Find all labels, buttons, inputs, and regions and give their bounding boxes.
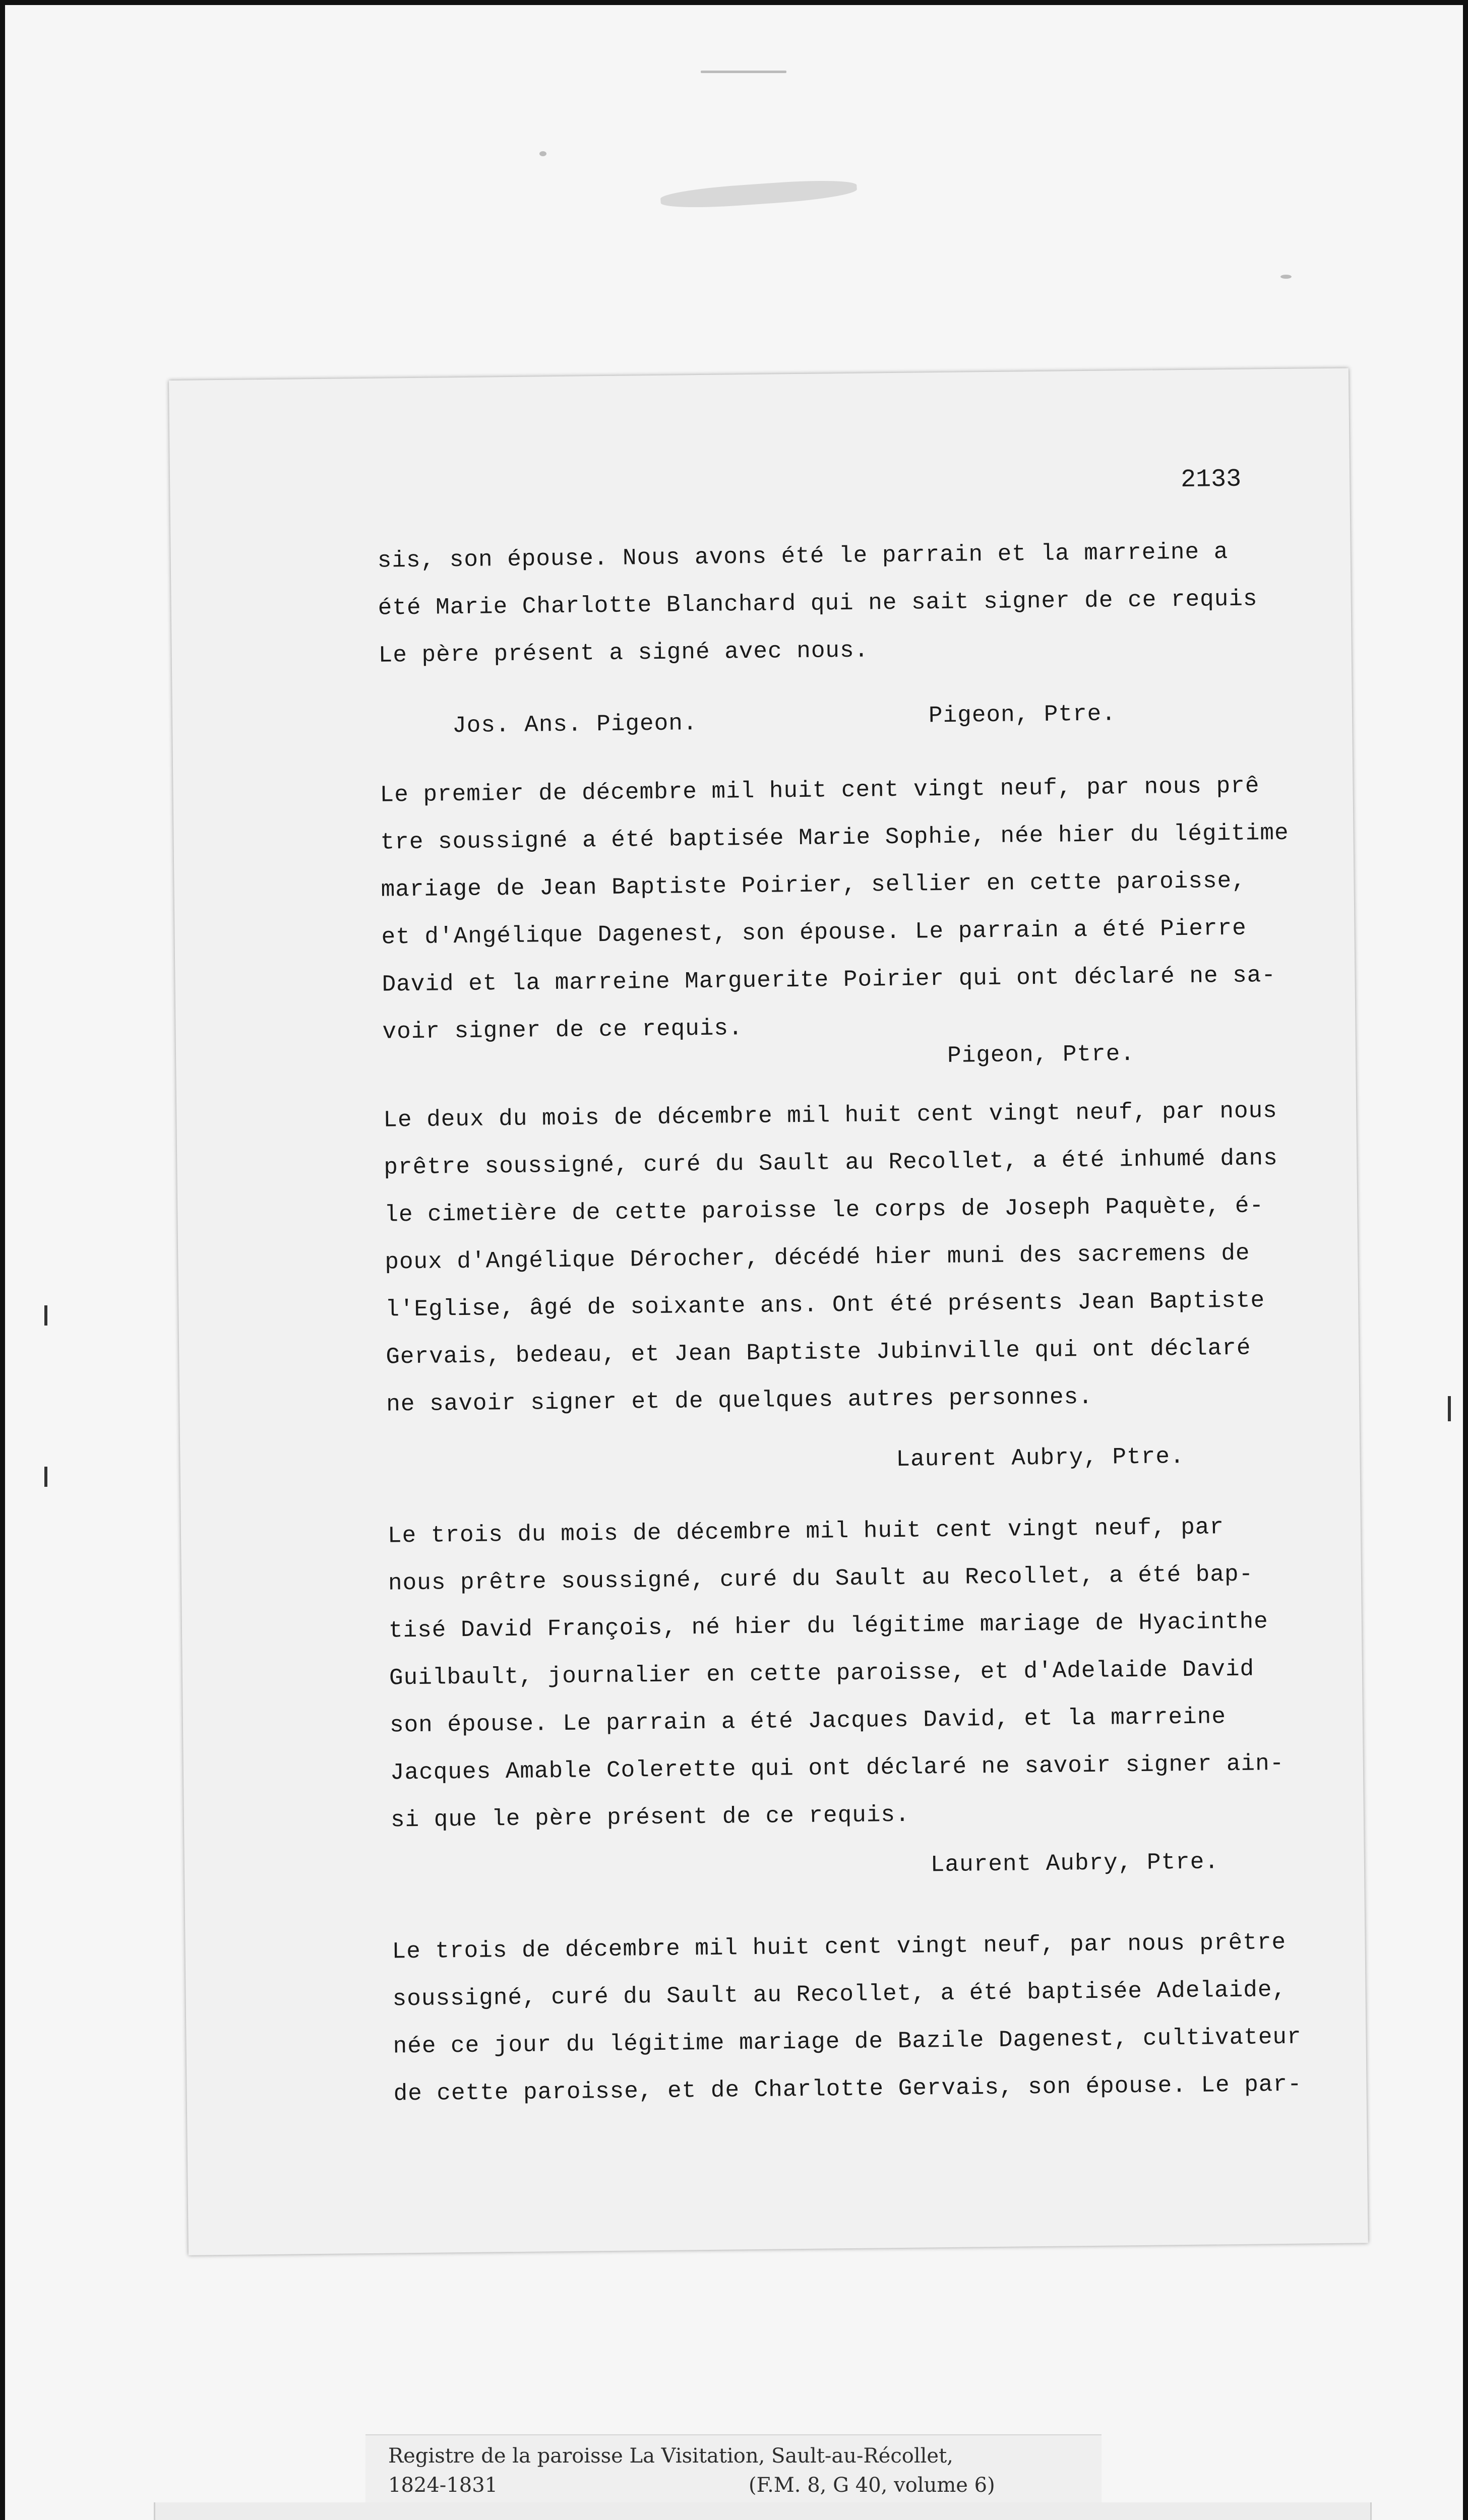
- caption-title: Registre de la paroisse La Visitation, Sault-au-Récollet,: [388, 2444, 953, 2468]
- entry-line: ne savoir signer et de quelques autres personnes.: [386, 1383, 1093, 1418]
- film-edge-mark: [44, 1467, 47, 1487]
- entry-line: tre soussigné a été baptisée Marie Sophie, née hier du légitime: [380, 820, 1289, 856]
- entry-line: mariage de Jean Baptiste Poirier, sellier en cette paroisse,: [381, 867, 1247, 903]
- archive-label: [154, 2502, 1372, 2520]
- film-speck: [539, 151, 546, 156]
- microfilm-frame: [5, 5, 1463, 2520]
- entry-line: Guilbault, journalier en cette paroisse, et d'Adelaide David: [389, 1656, 1255, 1691]
- entry-line: sis, son épouse. Nous avons été le parrain et la marreine a: [377, 539, 1229, 574]
- entry-line: l'Eglise, âgé de soixante ans. Ont été présents Jean Baptiste: [385, 1287, 1265, 1323]
- entry-line: Le trois du mois de décembre mil huit cent vingt neuf, par: [387, 1514, 1225, 1549]
- entry-line: de cette paroisse, et de Charlotte Gervais, son épouse. Le par-: [393, 2071, 1302, 2107]
- entry-line: Le premier de décembre mil huit cent vingt neuf, par nous prê: [380, 773, 1260, 808]
- entry-line: son épouse. Le parrain a été Jacques David, et la marreine: [389, 1704, 1227, 1739]
- caption-reference: (F.M. 8, G 40, volume 6): [749, 2474, 995, 2497]
- priest-signature: Pigeon, Ptre.: [947, 1041, 1135, 1069]
- godfather-signature: Jos. Ans. Pigeon.: [452, 710, 698, 739]
- caption-years: 1824-1831: [388, 2474, 498, 2497]
- entry-line: et d'Angélique Dagenest, son épouse. Le parrain a été Pierre: [381, 915, 1247, 951]
- register-entry: [392, 1918, 1368, 2117]
- register-entry: [388, 1502, 1368, 1844]
- register-entry: [380, 761, 1366, 1055]
- priest-signature: Pigeon, Ptre.: [928, 701, 1117, 729]
- entry-line: si que le père présent de ce requis.: [390, 1801, 910, 1834]
- page-number: 2133: [1180, 465, 1242, 494]
- entry-line: voir signer de ce requis.: [382, 1015, 743, 1045]
- register-page: [169, 368, 1368, 2255]
- entry-line: le cimetière de cette paroisse le corps de Joseph Paquète, é-: [384, 1192, 1264, 1228]
- source-caption: [365, 2434, 1102, 2511]
- film-speck: [1280, 275, 1292, 279]
- entry-line: Le deux du mois de décembre mil huit cent vingt neuf, par nous: [383, 1098, 1278, 1133]
- film-edge-mark: [44, 1305, 47, 1326]
- priest-signature: Laurent Aubry, Ptre.: [930, 1849, 1219, 1878]
- entry-line: tisé David François, né hier du légitime mariage de Hyacinthe: [388, 1608, 1269, 1644]
- film-smudge: [660, 177, 858, 211]
- film-edge-mark: [1448, 1396, 1451, 1421]
- entry-line: nous prêtre soussigné, curé du Sault au Recollet, a été bap-: [388, 1561, 1254, 1597]
- entry-line: née ce jour du légitime mariage de Bazile Dagenest, cultivateur: [393, 2024, 1302, 2060]
- register-entry: [383, 1086, 1368, 1428]
- priest-signature: Laurent Aubry, Ptre.: [896, 1443, 1185, 1473]
- entry-line: Le trois de décembre mil huit cent vingt neuf, par nous prêtre: [392, 1929, 1287, 1965]
- entry-line: poux d'Angélique Dérocher, décédé hier muni des sacremens de: [385, 1240, 1250, 1276]
- entry-line: Gervais, bedeau, et Jean Baptiste Jubinville qui ont déclaré: [386, 1335, 1251, 1370]
- entry-line: Le père présent a signé avec nous.: [378, 637, 869, 669]
- entry-line: soussigné, curé du Sault au Recollet, a été baptisée Adelaide,: [392, 1976, 1287, 2012]
- register-entry: [377, 527, 1362, 679]
- entry-line: Jacques Amable Colerette qui ont déclaré ne savoir signer ain-: [390, 1750, 1284, 1786]
- entry-line: David et la marreine Marguerite Poirier qui ont déclaré ne sa-: [382, 962, 1276, 998]
- entry-line: prêtre soussigné, curé du Sault au Recollet, a été inhumé dans: [384, 1145, 1278, 1181]
- film-speck: [701, 71, 786, 73]
- entry-line: été Marie Charlotte Blanchard qui ne sait signer de ce requis: [378, 586, 1258, 621]
